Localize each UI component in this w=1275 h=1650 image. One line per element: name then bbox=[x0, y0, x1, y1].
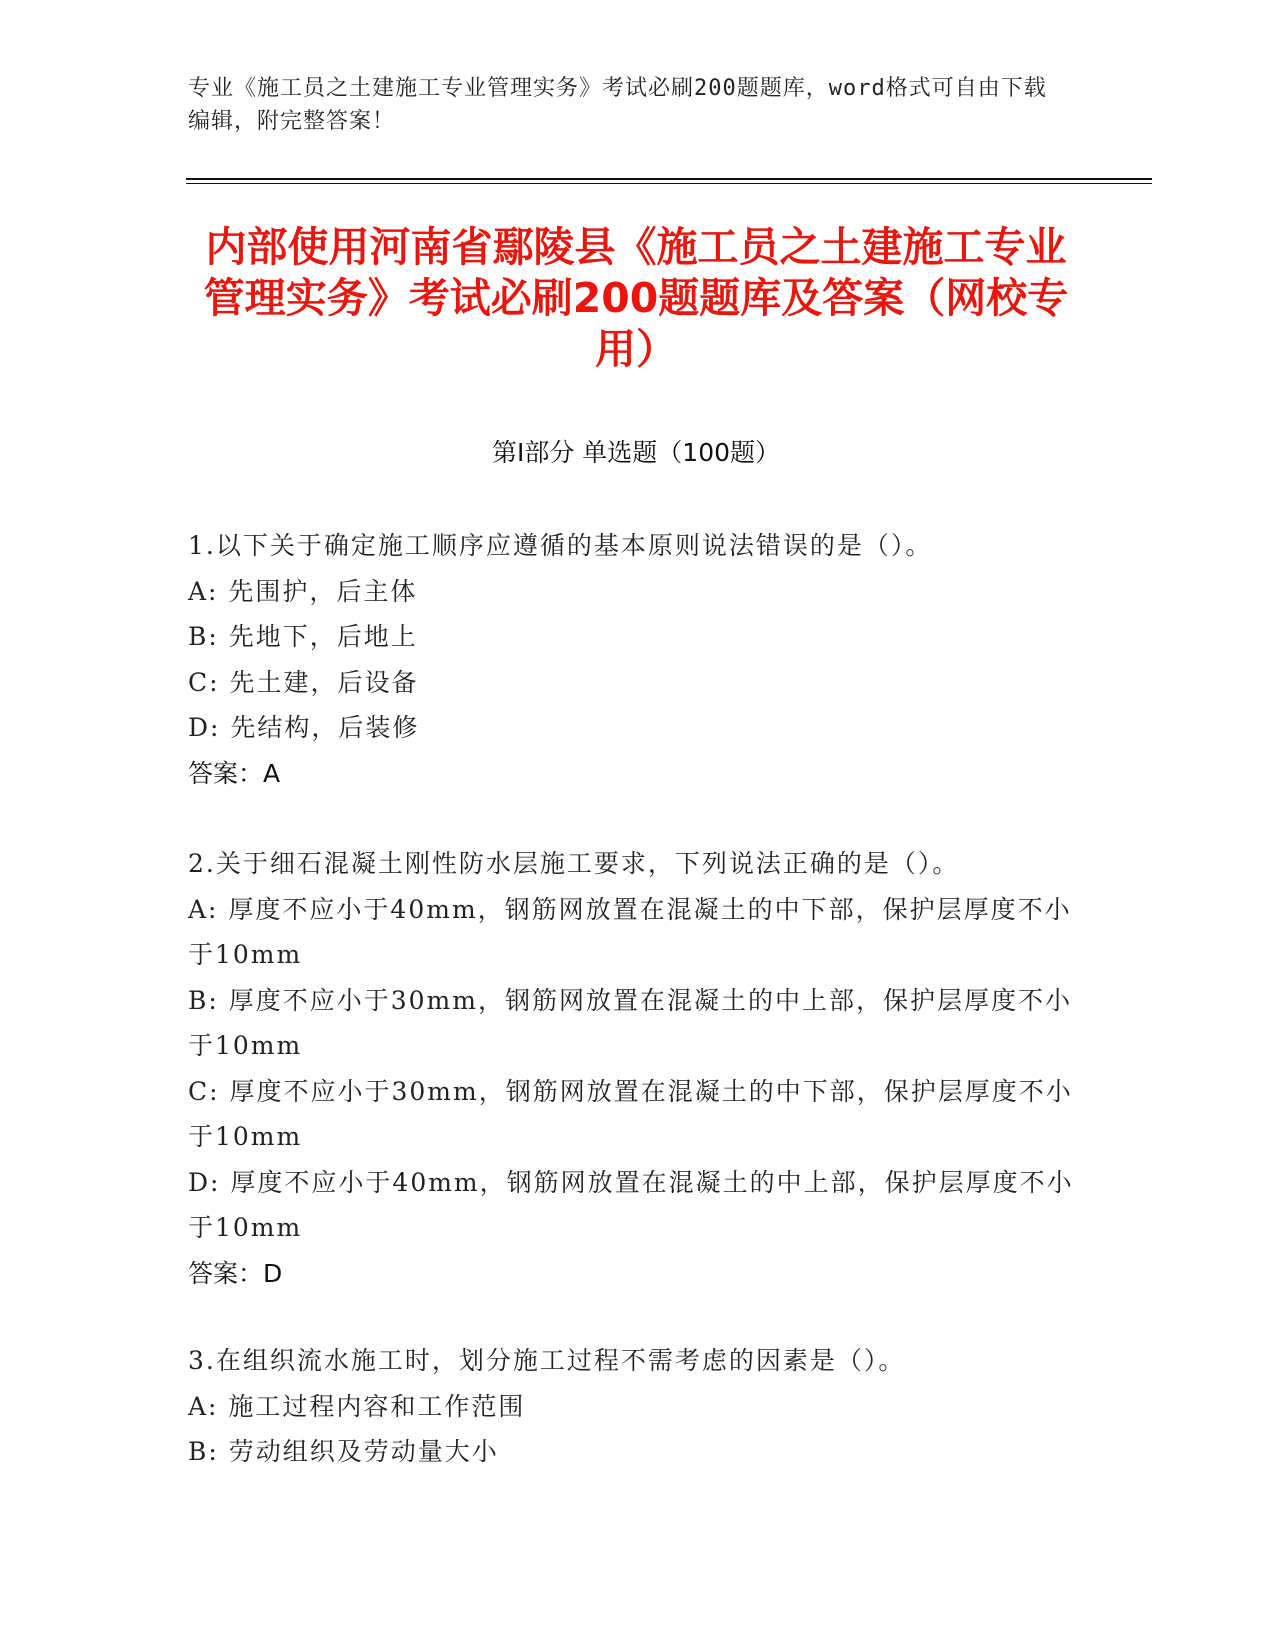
option-b: B: 先地下，后地上 bbox=[188, 622, 418, 651]
option-d: D: 厚度不应小于40mm，钢筋网放置在混凝土的中上部，保护层厚度不小于10mm bbox=[188, 1167, 1074, 1242]
option-b: B: 厚度不应小于30mm，钢筋网放置在混凝土的中上部，保护层厚度不小于10mm bbox=[188, 985, 1072, 1060]
answer: 答案：D bbox=[188, 1258, 283, 1288]
header-divider-thick bbox=[186, 178, 1152, 180]
option-d: D: 先结构，后装修 bbox=[188, 713, 420, 742]
question-1 bbox=[188, 523, 1088, 796]
answer: 答案：A bbox=[188, 758, 281, 788]
header-note: 专业《施工员之土建施工专业管理实务》考试必刷200题题库，word格式可自由下载编辑，附完整答案！ bbox=[188, 76, 1047, 134]
option-a: A: 施工过程内容和工作范围 bbox=[188, 1391, 526, 1421]
question-stem: 2.关于细石混凝土刚性防水层施工要求，下列说法正确的是（）。 bbox=[188, 849, 960, 878]
option-b: B: 劳动组织及劳动量大小 bbox=[188, 1437, 499, 1466]
question-stem: 1.以下关于确定施工顺序应遵循的基本原则说法错误的是（）。 bbox=[188, 531, 933, 560]
option-a: A: 厚度不应小于40mm，钢筋网放置在混凝土的中下部，保护层厚度不小于10mm bbox=[188, 894, 1072, 969]
option-c: C: 厚度不应小于30mm，钢筋网放置在混凝土的中下部，保护层厚度不小于10mm bbox=[188, 1076, 1073, 1151]
option-a: A: 先围护，后主体 bbox=[188, 576, 418, 606]
question-stem: 3.在组织流水施工时，划分施工过程不需考虑的因素是（）。 bbox=[188, 1346, 906, 1375]
option-c: C: 先土建，后设备 bbox=[188, 667, 419, 697]
question-2 bbox=[188, 841, 1088, 1296]
document-title: 内部使用河南省鄢陵县《施工员之土建施工专业管理实务》考试必刷200题题库及答案（网校专用） bbox=[203, 223, 1069, 373]
question-3 bbox=[188, 1338, 1088, 1475]
section-title: 第I部分 单选题（100题） bbox=[491, 438, 781, 467]
header-divider-thin bbox=[186, 183, 1152, 184]
